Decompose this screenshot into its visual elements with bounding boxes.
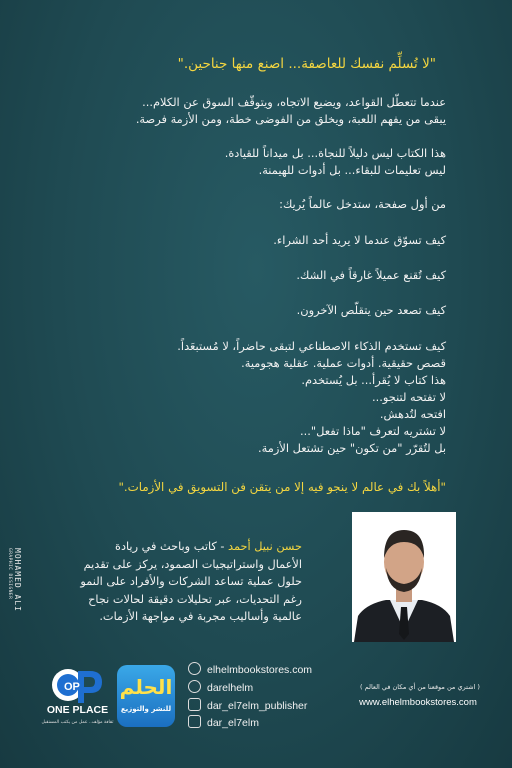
publisher-tagline: ثقافة مؤلف.. عمل من يكتب المستقبل: [41, 720, 114, 725]
one-place-logo-icon: [40, 665, 110, 707]
text-line: من أول صفحة، ستدخل عالماً يُريك:: [279, 197, 446, 211]
text-line: - كاتب وباحث في ريادة: [115, 540, 229, 553]
dar-elhelm-logo: [117, 665, 175, 727]
text-line: رغم التحديات، عبر تحليلات دقيقة لحالات نجاح: [88, 592, 302, 606]
text-line: افتحه لتُدهش.: [379, 407, 446, 421]
instagram-link[interactable]: [188, 715, 259, 729]
text-line: قصص حقيقية. أدوات عملية. عقلية هجومية.: [241, 356, 446, 370]
bottom-quote: "أهلاً بك في عالم لا ينجو فيه إلا من يتقن فن التسويق في الأزمات.": [118, 480, 446, 494]
globe-icon: [188, 662, 201, 675]
text-line: كيف تسوّق عندما لا يريد أحد الشراء.: [273, 233, 446, 247]
instagram-link-publisher[interactable]: [188, 698, 307, 712]
author-bio-first-line: [80, 538, 302, 556]
facebook-link[interactable]: [188, 680, 253, 694]
point-line: [273, 232, 446, 249]
text-line: حلول عملية تساعد الشركات والأفراد على النمو: [80, 575, 302, 588]
author-portrait-icon: [352, 512, 456, 642]
text-line: لا تشتريه لتعرف "ماذا تفعل"...: [299, 424, 446, 438]
dar-elhelm-logo-subtitle: للنشر والتوزيع: [120, 705, 172, 713]
facebook-icon: [188, 680, 201, 693]
designer-subtitle: GRAPHIC DESIGNER: [7, 548, 12, 600]
instagram-icon: [188, 698, 201, 711]
website-link[interactable]: [188, 662, 312, 676]
text-line: هذا كتاب لا يُقرأ... بل يُستخدم.: [301, 373, 446, 387]
one-place-logo: [40, 665, 110, 725]
top-quote: "لا تُسلِّم نفسك للعاصفة... اصنع منها جناحين.": [177, 56, 436, 72]
text-line: يبقى من يفهم اللعبة، ويخلق من الفوضى خطة، ومن الأزمة فرصة.: [135, 112, 446, 126]
book-purpose-paragraph: [225, 145, 446, 179]
text-line: كيف تستخدم الذكاء الاصطناعي لتبقى حاضراً، لا مُستبعَداً.: [177, 339, 446, 353]
point-line: [297, 302, 446, 319]
social-label: darelhelm: [207, 682, 254, 694]
author-bio: [80, 538, 302, 626]
social-label: dar_el7elm: [207, 717, 259, 729]
text-line: كيف تُقنع عميلاً غارقاً في الشك.: [296, 268, 446, 282]
text-line: كيف تصعد حين يتقلّص الآخرون.: [296, 303, 446, 317]
instagram-icon: [188, 715, 201, 728]
point-line: [296, 267, 446, 284]
buy-note: ( اشتري من موقعنا من أي مكان في العالم ): [360, 683, 480, 691]
social-label: elhelmbookstores.com: [207, 664, 313, 676]
dar-elhelm-logo-text: الحلم: [119, 675, 173, 699]
text-line: لا تفتحه لتنجو...: [371, 390, 446, 404]
social-label: dar_el7elm_publisher: [207, 700, 308, 712]
lead-in-line: [279, 196, 446, 213]
author-photo: [352, 512, 456, 642]
text-line: بل لتُقرّر "من تكون" حين تشتعل الأزمة.: [258, 441, 446, 455]
designer-credit: [4, 548, 26, 688]
publisher-initials: OP: [64, 681, 80, 693]
intro-paragraph: [136, 94, 446, 128]
text-line: عالمية وأساليب مجربة في مواجهة الأزمات.: [99, 610, 302, 623]
text-line: هذا الكتاب ليس دليلاً للنجاة... بل ميداناً للقيادة.: [224, 146, 446, 160]
publisher-name: ONE PLACE: [46, 704, 109, 716]
author-name: حسن نبيل أحمد: [228, 540, 302, 553]
text-line: ليس تعليمات للبقاء... بل أدوات للهيمنة.: [258, 163, 446, 177]
closing-paragraph: [177, 338, 446, 457]
text-line: الأعمال واستراتيجيات الصمود، يركز على تقديم: [83, 557, 302, 571]
text-line: عندما تتعطّل القواعد، ويضيع الاتجاه، ويتوقّف السوق عن الكلام...: [142, 95, 446, 109]
store-url-link[interactable]: www.elhelmbookstores.com: [359, 697, 477, 708]
designer-name: MOHAMED ALI: [13, 548, 22, 612]
